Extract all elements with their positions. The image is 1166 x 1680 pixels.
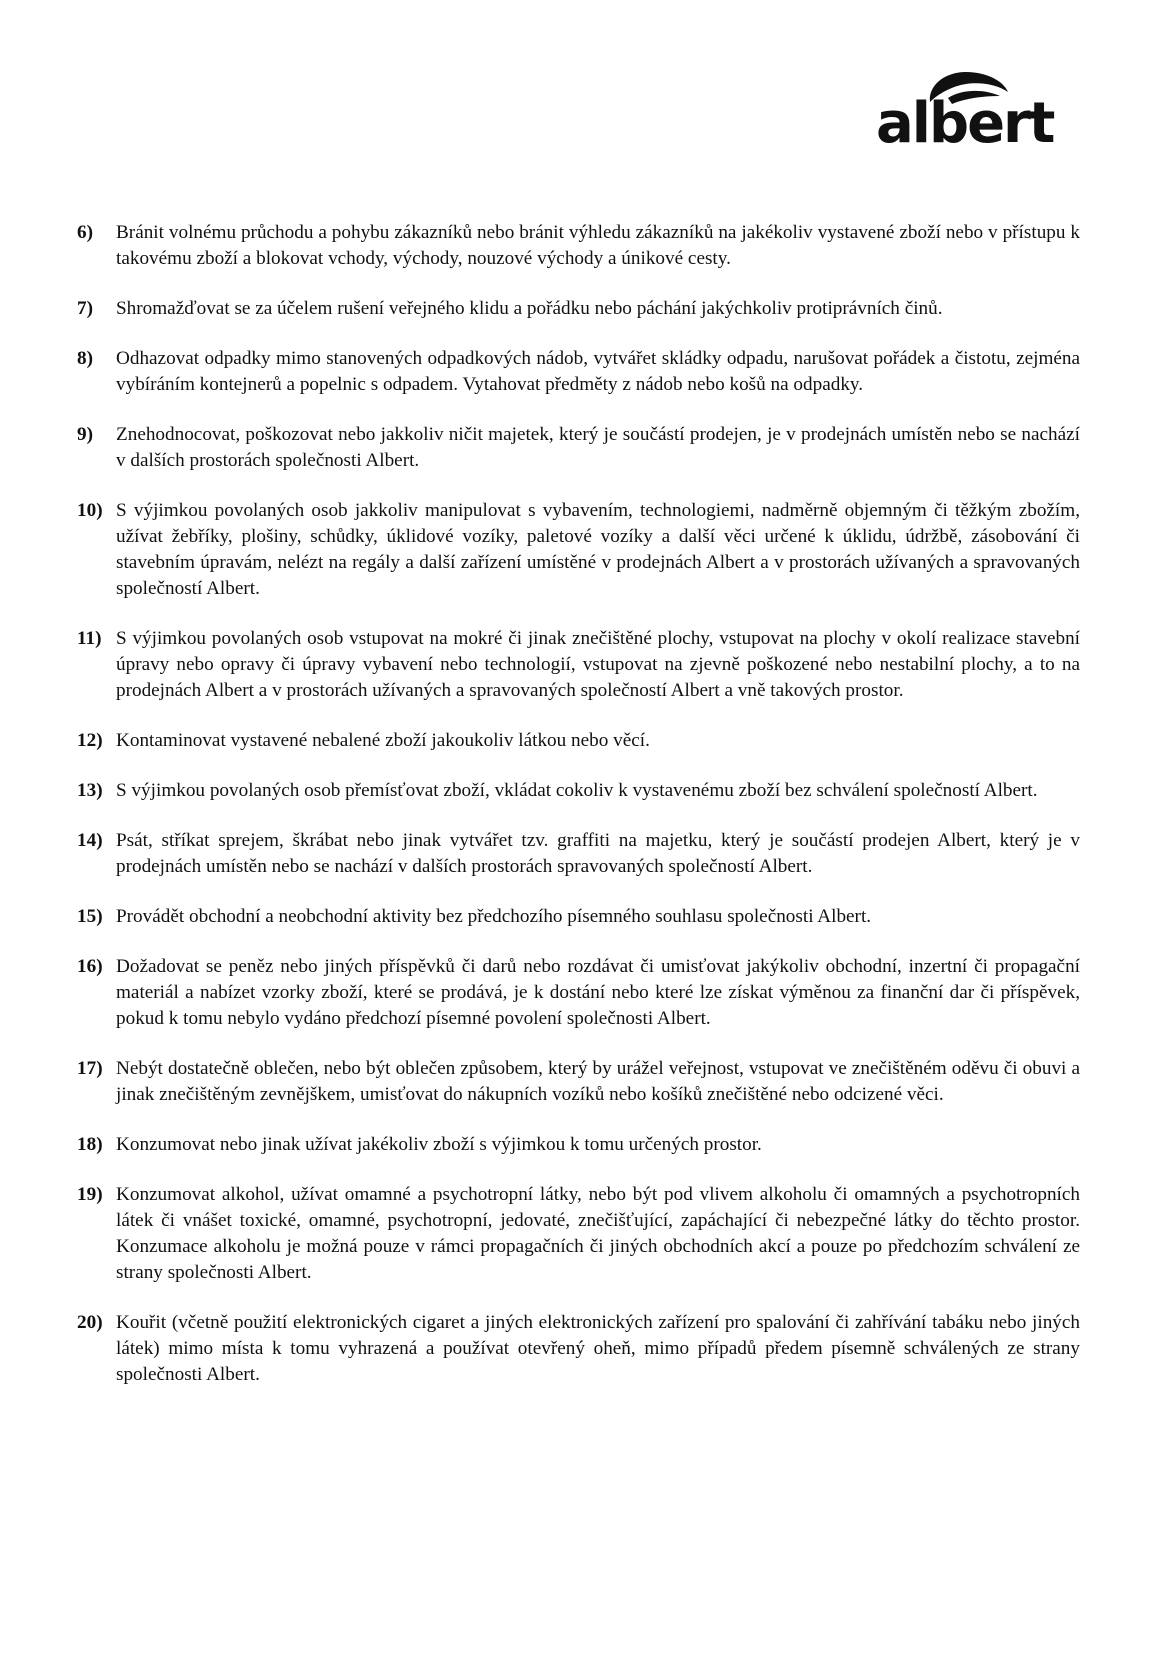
item-number: 12): [77, 730, 103, 751]
albert-logo: [876, 68, 1056, 168]
list-item: [77, 1310, 1080, 1388]
item-number: 10): [77, 500, 103, 521]
item-text: Nebýt dostatečně oblečen, nebo být oblečen způsobem, který by urážel veřejnost, vstupovat ve znečištěném oděvu či obuvi a jinak znečištěným zevnějškem, umisťovat do nákupních vozíků nebo košíků znečištěné nebo odcizené věci.: [116, 1058, 1080, 1105]
item-number: 9): [77, 424, 93, 445]
item-number: 8): [77, 348, 93, 369]
list-item: [77, 498, 1080, 602]
list-item: [77, 626, 1080, 704]
item-number: 7): [77, 298, 93, 319]
list-item: [77, 828, 1080, 880]
item-number: 15): [77, 906, 103, 927]
item-text: Kontaminovat vystavené nebalené zboží jakoukoliv látkou nebo věcí.: [116, 730, 650, 751]
rules-list: [77, 220, 1080, 1412]
item-text: Odhazovat odpadky mimo stanovených odpadkových nádob, vytvářet skládky odpadu, narušovat pořádek a čistotu, zejména vybíráním kontejnerů a popelnic s odpadem. Vytahovat předměty z nádob nebo košů na odpadky.: [116, 348, 1080, 395]
item-text: Psát, stříkat sprejem, škrábat nebo jinak vytvářet tzv. graffiti na majetku, který je součástí prodejen Albert, který je v prodejnách umístěn nebo se nachází v dalších prostorách spravovaných společností Albert.: [116, 830, 1080, 877]
item-number: 16): [77, 956, 103, 977]
list-item: [77, 220, 1080, 272]
item-text: S výjimkou povolaných osob přemísťovat zboží, vkládat cokoliv k vystavenému zboží bez schválení společností Albert.: [116, 780, 1038, 801]
list-item: [77, 296, 1080, 322]
list-item: [77, 1056, 1080, 1108]
list-item: [77, 904, 1080, 930]
item-text: S výjimkou povolaných osob jakkoliv manipulovat s vybavením, technologiemi, nadměrně objemným či těžkým zbožím, užívat žebříky, plošiny, schůdky, úklidové vozíky, paletové vozíky a další věci určené k úklidu, údržbě, zásobování či stavebním úpravám, nelézt na regály a další zařízení umístěné v prodejnách Albert a v prostorách užívaných a spravovaných společností Albert.: [116, 500, 1080, 599]
item-number: 18): [77, 1134, 103, 1155]
item-number: 14): [77, 830, 103, 851]
list-item: [77, 1132, 1080, 1158]
item-text: Znehodnocovat, poškozovat nebo jakkoliv ničit majetek, který je součástí prodejen, je v prodejnách umístěn nebo se nachází v dalších prostorách společnosti Albert.: [116, 424, 1080, 471]
list-item: [77, 422, 1080, 474]
item-number: 11): [77, 628, 102, 649]
item-text: S výjimkou povolaných osob vstupovat na mokré či jinak znečištěné plochy, vstupovat na plochy v okolí realizace stavební úpravy nebo opravy či úpravy vybavení nebo technologií, vstupovat na zjevně poškozené nebo nestabilní plochy, a to na prodejnách Albert a v prostorách užívaných a spravovaných společností Albert a vně takových prostor.: [116, 628, 1080, 701]
item-number: 20): [77, 1312, 103, 1333]
item-number: 6): [77, 222, 93, 243]
list-item: [77, 1182, 1080, 1286]
item-number: 17): [77, 1058, 103, 1079]
item-number: 19): [77, 1184, 103, 1205]
item-text: Bránit volnému průchodu a pohybu zákazníků nebo bránit výhledu zákazníků na jakékoliv vystavené zboží nebo v přístupu k takovému zboží a blokovat vchody, východy, nouzové východy a únikové cesty.: [116, 222, 1080, 269]
logo-wordmark: albert: [876, 91, 1054, 156]
item-text: Dožadovat se peněz nebo jiných příspěvků či darů nebo rozdávat či umisťovat jakýkoliv obchodní, inzertní či propagační materiál a nabízet vzorky zboží, které se prodává, je k dostání nebo které lze získat výměnou za finanční dar či příspěvek, pokud k tomu nebylo vydáno předchozí písemné povolení společnosti Albert.: [116, 956, 1080, 1029]
item-text: Shromažďovat se za účelem rušení veřejného klidu a pořádku nebo páchání jakýchkoliv protiprávních činů.: [116, 298, 943, 319]
list-item: [77, 954, 1080, 1032]
item-text: Konzumovat nebo jinak užívat jakékoliv zboží s výjimkou k tomu určených prostor.: [116, 1134, 762, 1155]
item-number: 13): [77, 780, 103, 801]
item-text: Kouřit (včetně použití elektronických cigaret a jiných elektronických zařízení pro spalování či zahřívání tabáku nebo jiných látek) mimo místa k tomu vyhrazená a používat otevřený oheň, mimo případů předem písemně schválených ze strany společnosti Albert.: [116, 1312, 1080, 1385]
list-item: [77, 346, 1080, 398]
list-item: [77, 778, 1080, 804]
item-text: Konzumovat alkohol, užívat omamné a psychotropní látky, nebo být pod vlivem alkoholu či omamných a psychotropních látek či vnášet toxické, omamné, psychotropní, jedovaté, znečišťující, zapáchající či nebezpečné látky do těchto prostor. Konzumace alkoholu je možná pouze v rámci propagačních či jiných obchodních akcí a pouze po předchozím schválení ze strany společnosti Albert.: [116, 1184, 1080, 1283]
item-text: Provádět obchodní a neobchodní aktivity bez předchozího písemného souhlasu společnosti Albert.: [116, 906, 872, 927]
list-item: [77, 728, 1080, 754]
